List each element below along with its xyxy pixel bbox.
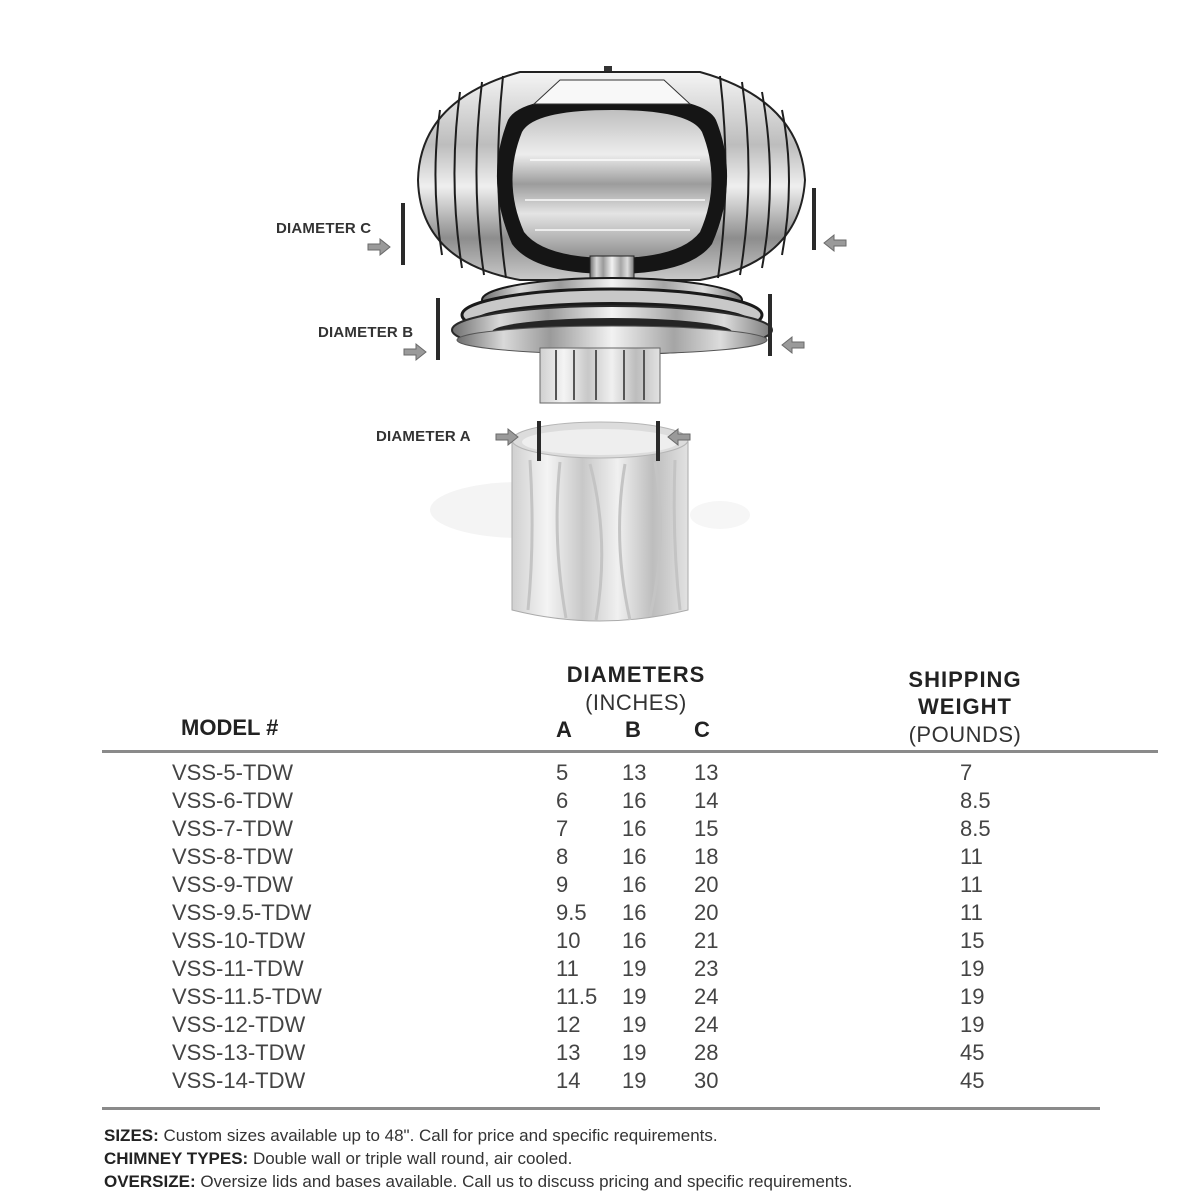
model-cell: VSS-5-TDW	[172, 760, 293, 785]
diameter-b-cell: 16	[622, 872, 647, 897]
shipping-header: SHIPPING	[908, 667, 1022, 692]
table-row	[0, 788, 1200, 816]
diameter-a-cell: 11.5	[556, 984, 598, 1009]
model-cell: VSS-14-TDW	[172, 1068, 306, 1093]
diameter-b-cell: 13	[622, 760, 647, 785]
model-cell: VSS-9-TDW	[172, 872, 293, 897]
diameter-c-cell: 20	[694, 900, 719, 925]
table-row	[0, 956, 1200, 984]
diameter-c-cell: 30	[694, 1068, 719, 1093]
footer-divider	[102, 1107, 1100, 1110]
table-row	[0, 760, 1200, 788]
note-sizes	[104, 1124, 852, 1147]
weight-header: WEIGHT	[918, 694, 1012, 719]
model-cell: VSS-10-TDW	[172, 928, 306, 953]
diameter-a-label: DIAMETER A	[376, 428, 471, 445]
note-label: CHIMNEY TYPES:	[104, 1149, 249, 1168]
diameter-c-cell: 14	[694, 788, 719, 813]
note-text: Custom sizes available up to 48". Call for price and specific requirements.	[158, 1126, 718, 1145]
diameter-a-cell: 11	[556, 956, 579, 981]
diameter-b-cell: 19	[622, 1068, 647, 1093]
table-row	[0, 1068, 1200, 1096]
model-cell: VSS-11.5-TDW	[172, 984, 322, 1009]
note-label: OVERSIZE:	[104, 1172, 196, 1191]
note-chimney-types	[104, 1147, 852, 1170]
diameter-c-cell: 15	[694, 816, 719, 841]
weight-cell: 45	[960, 1040, 985, 1065]
spec-notes	[104, 1124, 852, 1193]
diameter-c-cell: 18	[694, 844, 719, 869]
model-cell: VSS-6-TDW	[172, 788, 293, 813]
diameter-a-cell: 9	[556, 872, 569, 897]
diameter-b-cell: 19	[622, 1012, 647, 1037]
diameter-c-cell: 20	[694, 872, 719, 897]
weight-cell: 8.5	[960, 816, 991, 841]
diameters-header: DIAMETERS	[566, 662, 706, 687]
table-row	[0, 1012, 1200, 1040]
note-text: Oversize lids and bases available. Call us to discuss pricing and specific requirements.	[195, 1172, 853, 1191]
diameter-b-cell: 19	[622, 1040, 647, 1065]
diameter-a-cell: 5	[556, 760, 569, 785]
model-cell: VSS-8-TDW	[172, 844, 293, 869]
diameter-b-cell: 16	[622, 788, 647, 813]
note-label: SIZES:	[104, 1126, 159, 1145]
diameter-c-label: DIAMETER C	[276, 220, 372, 237]
diameter-a-cell: 6	[556, 788, 569, 813]
weight-cell: 11	[960, 900, 983, 925]
weight-cell: 15	[960, 928, 985, 953]
weight-cell: 11	[960, 872, 983, 897]
note-text: Double wall or triple wall round, air cooled.	[248, 1149, 573, 1168]
weight-cell: 19	[960, 984, 985, 1009]
diameters-unit: (INCHES)	[585, 690, 687, 715]
model-cell: VSS-12-TDW	[172, 1012, 306, 1037]
diameter-c-cell: 21	[694, 928, 719, 953]
col-c-header: C	[694, 717, 710, 742]
diameter-b-cell: 16	[622, 816, 647, 841]
diameter-b-cell: 19	[622, 984, 647, 1009]
diameter-a-cell: 10	[556, 928, 581, 953]
col-b-header: B	[625, 717, 641, 742]
diameter-a-cell: 8	[556, 844, 569, 869]
model-header: MODEL #	[181, 715, 279, 740]
diameter-b-label: DIAMETER B	[318, 324, 414, 341]
table-row	[0, 816, 1200, 844]
model-cell: VSS-11-TDW	[172, 956, 304, 981]
table-row	[0, 1040, 1200, 1068]
weight-cell: 19	[960, 1012, 985, 1037]
diameter-b-cell: 16	[622, 900, 647, 925]
weight-cell: 19	[960, 956, 985, 981]
diameter-a-cell: 14	[556, 1068, 581, 1093]
diameter-a-cell: 12	[556, 1012, 581, 1037]
table-row	[0, 872, 1200, 900]
diameter-a-cell: 9.5	[556, 900, 587, 925]
diameter-a-cell: 13	[556, 1040, 581, 1065]
model-cell: VSS-7-TDW	[172, 816, 293, 841]
weight-cell: 8.5	[960, 788, 991, 813]
model-cell: VSS-9.5-TDW	[172, 900, 312, 925]
diameter-c-cell: 24	[694, 1012, 719, 1037]
table-row	[0, 984, 1200, 1012]
weight-cell: 7	[960, 760, 973, 785]
diameter-b-cell: 16	[622, 844, 647, 869]
diameter-c-cell: 24	[694, 984, 719, 1009]
weight-unit: (POUNDS)	[908, 722, 1022, 747]
col-a-header: A	[556, 717, 572, 742]
weight-cell: 45	[960, 1068, 985, 1093]
diameter-c-cell: 23	[694, 956, 719, 981]
table-row	[0, 844, 1200, 872]
diameter-c-cell: 28	[694, 1040, 719, 1065]
header-divider	[102, 750, 1158, 753]
weight-cell: 11	[960, 844, 983, 869]
model-cell: VSS-13-TDW	[172, 1040, 306, 1065]
diameter-a-cell: 7	[556, 816, 569, 841]
note-oversize	[104, 1170, 852, 1193]
diameter-b-cell: 19	[622, 956, 647, 981]
diameter-b-cell: 16	[622, 928, 647, 953]
diameter-c-cell: 13	[694, 760, 719, 785]
table-row	[0, 900, 1200, 928]
table-row	[0, 928, 1200, 956]
